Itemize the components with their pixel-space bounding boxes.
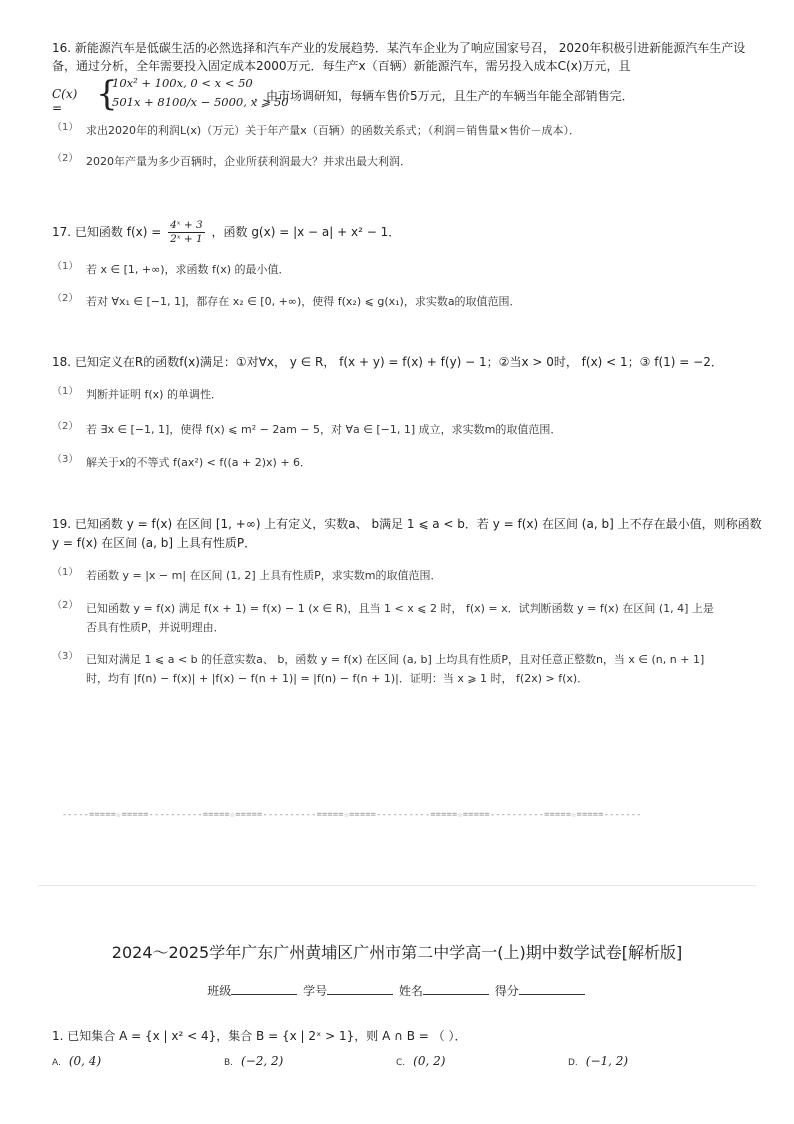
part-text-line2: 时，均有 |f(n) − f(x)| + |f(x) − f(n + 1)| = |f(n) − f(n + 1)|．证明：当 x ⩾ 1 时， f(2x) > f(x)． [86,672,589,685]
part-text: 若函数 y = |x − m| 在区间 (1, 2] 上具有性质P，求实数m的取值范围． [86,569,442,582]
q1-option-d[interactable] [568,1054,628,1068]
option-label: D. [568,1058,578,1068]
option-label: C. [396,1058,406,1068]
part-text-line2: 否具有性质P，并说明理由． [86,621,225,634]
option-value: (0, 4) [68,1054,102,1068]
option-label: B. [224,1058,234,1068]
q1-option-a[interactable] [52,1054,101,1068]
q16-stem-line1: 16. 新能源汽车是低碳生活的必然选择和汽车产业的发展趋势．某汽车企业为了响应国家号召， 2020年积极引进新能源汽车生产设 [52,41,746,55]
q16-case2: 501x + 8100/x − 5000, x ⩾ 50 [112,95,289,109]
class-blank[interactable] [231,982,297,995]
part-number: （2） [52,421,79,432]
part-number: （1） [52,386,79,397]
q16-after-cases: ，由市场调研知，每辆车售价5万元，且生产的车辆当年能全部销售完． [254,89,634,103]
q18-stem: 18. 已知定义在R的函数f(x)满足：①对∀x， y ∈ R， f(x + y) = f(x) + f(y) − 1；②当x > 0时， f(x) < 1；③ f(1) = −2． [52,355,723,369]
q19-stem-line1: 19. 已知函数 y = f(x) 在区间 [1, +∞) 上有定义，实数a、 b满足 1 ⩽ a < b．若 y = f(x) 在区间 (a, b] 上不存在最小值，则称函数 [52,517,762,531]
part-number: （1） [52,567,79,578]
part-text: 若 x ∈ [1, +∞)，求函数 f(x) 的最小值． [86,263,290,276]
part-text-line1: 已知函数 y = f(x) 满足 f(x + 1) = f(x) − 1 (x ∈ R)，且当 1 < x ⩽ 2 时， f(x) = x．试判断函数 y = f(x) 在区间 (1, 4] 上是 [86,602,714,615]
q1-option-c[interactable] [396,1054,445,1068]
score-label: 得分 [494,984,519,998]
exam-title: 2024～2025学年广东广州黄埔区广州市第二中学高一(上)期中数学试卷[解析版] [111,943,683,962]
fraction-denominator: 2ˣ + 1 [170,233,203,245]
student-info-line [0,982,794,999]
q16-stem-line2: 备，通过分析，全年需要投入固定成本2000万元．每生产x（百辆）新能源汽车，需另投入成本C(x)万元，且 [52,59,631,73]
q19-stem-line2: y = f(x) 在区间 (a, b] 上具有性质P． [52,536,257,550]
q17-stem-b: ，函数 g(x) = |x − a| + x² − 1． [211,225,401,239]
part-number: （2） [52,600,79,611]
part-number: （3） [52,651,79,662]
part-number: （2） [52,293,79,304]
option-label: A. [52,1058,61,1068]
option-value: (0, 2) [413,1054,446,1068]
part-text: 若 ∃x ∈ [−1, 1]，使得 f(x) ⩽ m² − 2am − 5，对 ∀a ∈ [−1, 1] 成立，求实数m的取值范围． [86,423,562,436]
part-number: （2） [52,153,79,164]
page-divider [38,885,756,886]
fraction-numerator: 4ˣ + 3 [170,219,203,231]
option-value: (−2, 2) [241,1054,284,1068]
name-label: 姓名 [398,984,423,998]
part-number: （3） [52,454,79,465]
q16-func-lhs: C(x) = [52,87,78,115]
class-label: 班级 [207,984,232,998]
q1-stem: 1. 已知集合 A = {x | x² < 4}，集合 B = {x | 2ˣ > 1}，则 A ∩ B = （ ）． [52,1029,467,1043]
section-separator: -----=====☆=====----------=====☆=====----------=====☆=====----------=====☆=====----------=====☆=====------- [62,810,642,820]
part-number: （1） [52,261,79,272]
part-text: 判断并证明 f(x) 的单调性． [86,388,222,401]
part-text-line1: 已知对满足 1 ⩽ a < b 的任意实数a、 b，函数 y = f(x) 在区间 (a, b] 上均具有性质P，且对任意正整数n，当 x ∈ (n, n + 1] [86,653,705,666]
part-number: （1） [52,122,79,133]
left-brace-symbol: { [96,74,118,114]
name-blank[interactable] [423,982,489,995]
score-blank[interactable] [519,982,585,995]
student-id-label: 学号 [303,984,328,998]
part-text: 解关于x的不等式 f(ax²) < f((a + 2)x) + 6． [86,456,312,469]
option-value: (−1, 2) [585,1054,629,1068]
q16-case1: 10x² + 100x, 0 < x < 50 [112,76,253,90]
part-text: 若对 ∀x₁ ∈ [−1, 1]，都存在 x₂ ∈ [0, +∞)，使得 f(x₂) ⩽ g(x₁)，求实数a的取值范围． [86,295,521,308]
q1-option-b[interactable] [224,1054,283,1068]
q17-stem [52,219,400,246]
part-text: 2020年产量为多少百辆时，企业所获利润最大？并求出最大利润． [86,155,411,168]
q17-fraction [168,219,205,246]
student-id-blank[interactable] [327,982,393,995]
q17-stem-a: 17. 已知函数 f(x) = [52,225,162,239]
part-text: 求出2020年的利润L(x)（万元）关于年产量x（百辆）的函数关系式；（利润＝销售量×售价－成本）． [86,124,580,137]
